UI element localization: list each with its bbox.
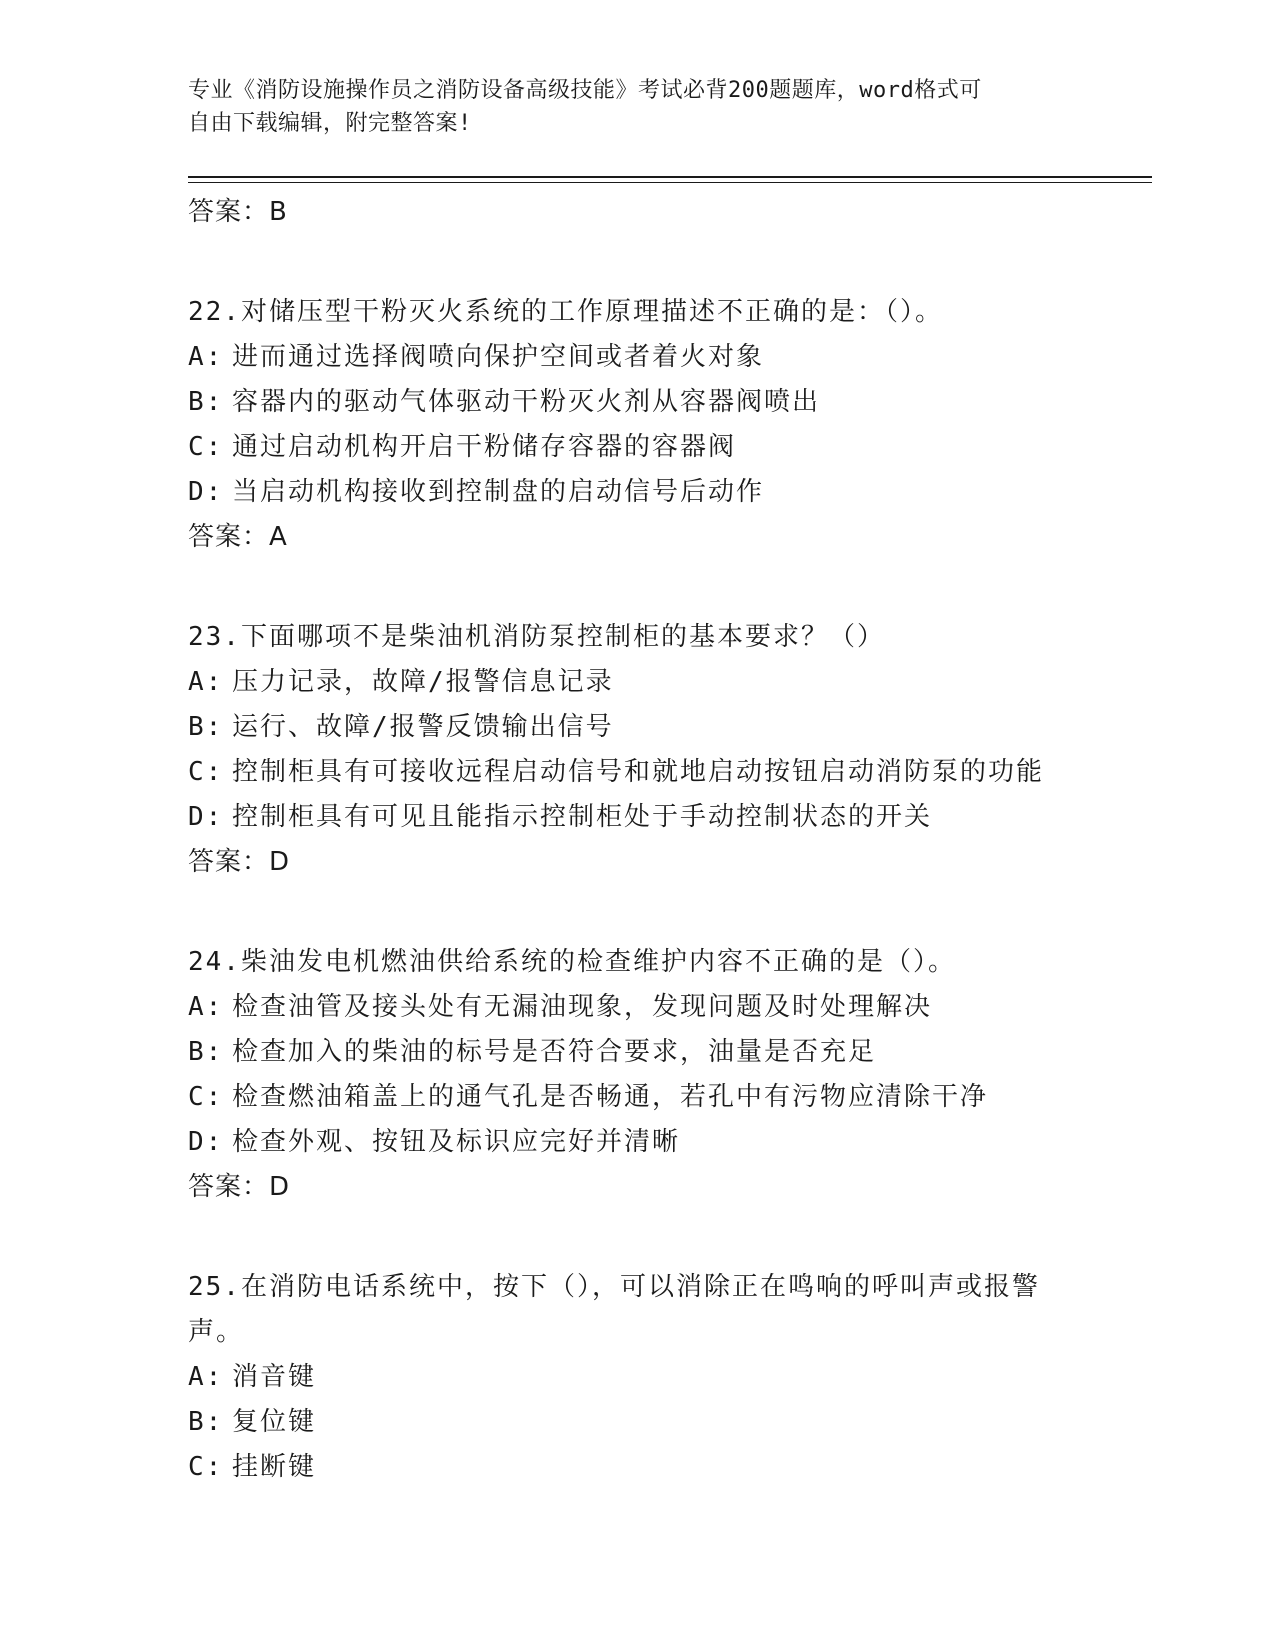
option-row [188,380,1088,425]
option-letter: C: [188,757,224,787]
option-text: 通过启动机构开启干粉储存容器的容器阀 [232,432,737,462]
answer-line: 答案：B [188,197,288,227]
question-block [188,940,1088,1209]
question-stem: 24.柴油发电机燃油供给系统的检查维护内容不正确的是（）。 [188,947,956,977]
option-letter: A: [188,1362,224,1392]
option-text: 控制柜具有可见且能指示控制柜处于手动控制状态的开关 [232,802,933,832]
question-block [188,290,1088,559]
answer-line: 答案：A [188,522,288,552]
option-text: 消音键 [232,1362,317,1392]
option-letter: B: [188,1407,224,1437]
questions-container [188,290,1088,1490]
document-header [188,74,1068,140]
option-row [188,705,1088,750]
option-row [188,985,1088,1030]
option-row [188,1030,1088,1075]
option-text: 检查油管及接头处有无漏油现象，发现问题及时处理解决 [232,992,933,1022]
option-row [188,470,1088,515]
option-text: 容器内的驱动气体驱动干粉灭火剂从容器阀喷出 [232,387,821,417]
option-letter: D: [188,1127,224,1157]
option-letter: B: [188,1037,224,1067]
question-list [188,190,1088,1546]
option-row [188,1075,1088,1120]
option-text: 检查燃油箱盖上的通气孔是否畅通，若孔中有污物应清除干净 [232,1082,989,1112]
option-row [188,660,1088,705]
option-text: 复位键 [232,1407,317,1437]
option-row [188,750,1088,795]
option-text: 检查加入的柴油的标号是否符合要求，油量是否充足 [232,1037,877,1067]
option-row [188,1120,1088,1165]
option-letter: C: [188,1082,224,1112]
option-letter: D: [188,477,224,507]
answer-line: 答案：D [188,847,291,877]
header-line-1: 专业《消防设施操作员之消防设备高级技能》考试必背200题题库，word格式可 [188,78,982,103]
option-text: 挂断键 [232,1452,317,1482]
option-letter: C: [188,432,224,462]
question-block [188,1265,1088,1490]
option-letter: C: [188,1452,224,1482]
option-text: 运行、故障/报警反馈输出信号 [232,712,614,742]
question-stem: 25.在消防电话系统中，按下（），可以消除正在鸣响的呼叫声或报警声。 [188,1272,1040,1347]
header-line-2: 自由下载编辑，附完整答案! [188,111,472,136]
option-letter: A: [188,992,224,1022]
option-letter: B: [188,712,224,742]
header-divider-thin [188,182,1152,183]
question-stem: 22.对储压型干粉灭火系统的工作原理描述不正确的是：（）。 [188,297,943,327]
option-row [188,795,1088,840]
option-letter: B: [188,387,224,417]
answer-line: 答案：D [188,1172,291,1202]
header-divider-thick [188,176,1152,178]
option-letter: A: [188,667,224,697]
option-row [188,1445,1088,1490]
option-text: 检查外观、按钮及标识应完好并清晰 [232,1127,681,1157]
option-text: 进而通过选择阀喷向保护空间或者着火对象 [232,342,765,372]
option-text: 压力记录，故障/报警信息记录 [232,667,614,697]
option-letter: D: [188,802,224,832]
question-block [188,615,1088,884]
option-text: 控制柜具有可接收远程启动信号和就地启动按钮启动消防泵的功能 [232,757,1045,787]
option-text: 当启动机构接收到控制盘的启动信号后动作 [232,477,765,507]
option-row [188,1355,1088,1400]
question-stem: 23.下面哪项不是柴油机消防泵控制柜的基本要求？（） [188,622,885,652]
option-letter: A: [188,342,224,372]
option-row [188,1400,1088,1445]
option-row [188,425,1088,470]
option-row [188,335,1088,380]
